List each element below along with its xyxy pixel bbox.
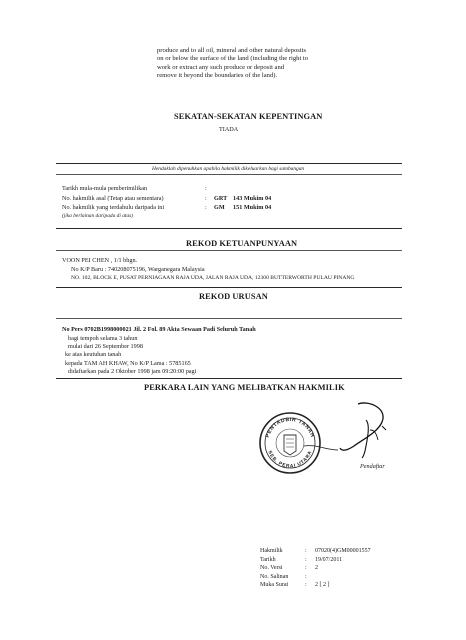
history-value: 143 Mukim 04 xyxy=(233,195,272,202)
footer-value: 19/07/2011 xyxy=(315,556,343,563)
urusan-line: mulai dari 26 September 1998 xyxy=(68,343,143,350)
perkara-heading: PERKARA LAIN YANG MELIBATKAN HAKMILIK xyxy=(144,383,345,392)
history-colon: : xyxy=(205,204,207,211)
footer-label: No. Salinan xyxy=(260,573,289,580)
divider xyxy=(56,318,402,319)
history-value: 151 Mukim 04 xyxy=(233,204,272,211)
footer-colon: : xyxy=(305,565,307,571)
footer-colon: : xyxy=(305,556,307,563)
owner-ic: No K/P Baru : 740208075196, Warganegara Malaysia xyxy=(71,266,205,273)
history-code: GRT xyxy=(214,195,228,202)
seal-text-bottom: SEB. PERAI UTARA xyxy=(266,450,314,470)
ownership-heading: REKOD KETUANPUNYAAN xyxy=(186,239,298,248)
divider xyxy=(56,174,402,175)
footer-label: Tarikh xyxy=(260,556,276,563)
footer-value: 2 [ 2 ] xyxy=(315,582,330,588)
pendaftar-label: Pendaftar xyxy=(360,463,385,470)
footer-colon: : xyxy=(305,548,307,554)
intro-line: work or extract any such produce or deposit and xyxy=(157,63,285,71)
intro-line: remove it beyond the boundaries of the land). xyxy=(157,72,278,80)
history-colon: : xyxy=(205,185,207,192)
seal-text-top: PENTADBIR TANAH xyxy=(264,416,316,439)
urusan-line: kepada TAM AH KHAW, No K/P Lama : 5785165 xyxy=(65,360,191,367)
divider xyxy=(56,287,402,288)
footer-value: 07020(4)GM00001557 xyxy=(315,548,371,554)
footer-row xyxy=(260,564,318,573)
history-label: No. hakmilik yang terdahulu daripada ini xyxy=(62,204,165,211)
footer-info xyxy=(260,547,371,590)
intro-line: on or below the surface of the land (including the right to xyxy=(157,55,309,63)
footer-row xyxy=(260,547,371,556)
history-row xyxy=(62,204,164,211)
footer-value: 2 xyxy=(315,565,318,571)
footer-row xyxy=(260,556,343,565)
divider xyxy=(56,378,402,379)
urusan-heading: REKOD URUSAN xyxy=(199,292,268,301)
footer-row xyxy=(260,573,307,582)
footer-row xyxy=(260,581,330,590)
history-note: (jika berlainan daripada di atas) xyxy=(62,213,133,219)
urusan-line: ke atas keutuhan tanah xyxy=(65,351,122,358)
history-code: GM xyxy=(214,204,225,211)
intro-line: produce and to all oil, mineral and other natural deposits xyxy=(157,47,307,54)
sekatan-heading: SEKATAN-SEKATAN KEPENTINGAN xyxy=(174,112,323,121)
urusan-line: No Pers 0702B1998000021 Jil. 2 Fol. 89 Akta Sewaan Padi Seluruh Tanah xyxy=(62,326,256,333)
history-colon: : xyxy=(205,195,207,202)
signature-icon xyxy=(296,400,406,462)
history-label: Tarikh mula-mula pemberimilikan xyxy=(62,185,148,192)
history-row xyxy=(62,195,164,202)
history-row xyxy=(62,185,147,192)
urusan-line: bagi tempoh selama 3 tahun xyxy=(68,335,138,342)
footer-label: No. Versi xyxy=(260,565,283,571)
footer-label: Hakmilik xyxy=(260,548,283,554)
signature xyxy=(296,400,406,462)
divider xyxy=(56,163,402,164)
footer-colon: : xyxy=(305,582,307,588)
history-label: No. hakmilik asal (Tetap atau sementara) xyxy=(62,195,164,202)
divider xyxy=(56,250,402,251)
footer-label: Muka Surat xyxy=(260,582,289,588)
divider xyxy=(56,228,402,229)
footer-colon: : xyxy=(305,573,307,580)
owner-address: NO. 102, BLOCK E, PUSAT PERNIAGAAN RAJA UDA, JALAN RAJA UDA, 12300 BUTTERWORTH PULAU PINANG xyxy=(71,275,355,281)
urusan-line: didaftarkan pada 2 Oktober 1998 jam 09:20:00 pagi xyxy=(68,368,197,375)
sekatan-value: TIADA xyxy=(219,126,239,133)
owner-name: VOON PEI CHEN , 1/1 bhgn. xyxy=(62,257,138,264)
intro-paragraph xyxy=(157,47,308,81)
notice-text: Hendaklah dipenuhkan apabila hakmilik dikeluarkan bagi sambungan xyxy=(152,166,305,172)
